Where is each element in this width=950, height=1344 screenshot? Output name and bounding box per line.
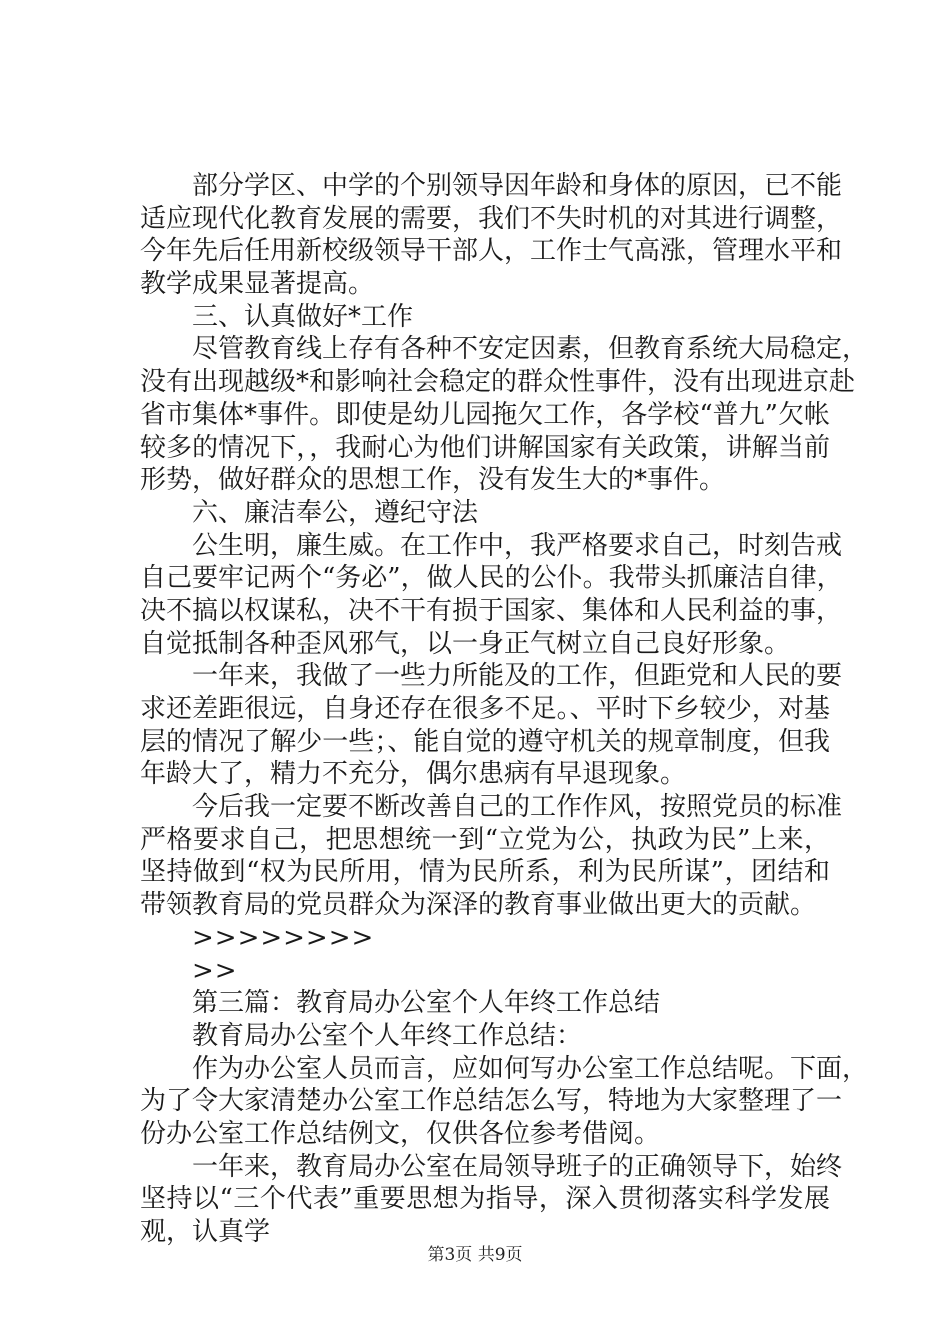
- separator-line: >>>>>>>>: [192, 922, 375, 953]
- section-heading: 第三篇：教育局办公室个人年终工作总结: [192, 988, 661, 1019]
- page-number-footer: 第3页 共9页: [427, 1245, 523, 1265]
- text-line: 年龄大了，精力不充分，偶尔患病有早退现象。: [140, 759, 687, 790]
- text-line: 今年先后任用新校级领导干部人，工作士气高涨，管理水平和: [140, 236, 843, 267]
- text-line: 坚持以“三个代表”重要思想为指导，深入贯彻落实科学发展: [140, 1184, 830, 1215]
- text-line: 自己要牢记两个“务必”，做人民的公仆。我带头抓廉洁自律，: [140, 563, 843, 594]
- text-line: 一年来，我做了一些力所能及的工作，但距党和人民的要: [192, 661, 843, 692]
- text-line: 适应现代化教育发展的需要，我们不失时机的对其进行调整，: [140, 203, 843, 234]
- text-line: 自觉抵制各种歪风邪气，以一身正气树立自己良好形象。: [140, 628, 791, 659]
- text-line: 作为办公室人员而言，应如何写办公室工作总结呢。下面，: [192, 1053, 869, 1084]
- text-line: 教学成果显著提高。: [140, 269, 375, 300]
- text-line: 带领教育局的党员群众为深泽的教育事业做出更大的贡献。: [140, 890, 817, 921]
- text-line: 坚持做到“权为民所用，情为民所系，利为民所谋”，团结和: [140, 857, 830, 888]
- section-heading: 教育局办公室个人年终工作总结：: [192, 1020, 583, 1051]
- text-line: 求还差距很远，自身还存在很多不足。、平时下乡较少，对基: [140, 694, 830, 724]
- text-line: 层的情况了解少一些；、能自觉的遵守机关的规章制度，但我: [140, 726, 830, 757]
- document-body: [140, 170, 869, 1249]
- text-line: 观，认真学: [140, 1217, 271, 1247]
- text-line: 部分学区、中学的个别领导因年龄和身体的原因，已不能: [192, 171, 843, 201]
- text-line: 决不搞以权谋私，决不干有损于国家、集体和人民利益的事，: [140, 595, 843, 626]
- text-line: 省市集体*事件。即使是幼儿园拖欠工作，各学校“普九”欠帐: [140, 399, 830, 430]
- text-line: 没有出现越级*和影响社会稳定的群众性事件，没有出现进京赴: [140, 367, 856, 398]
- text-line: 较多的情况下，，我耐心为他们讲解国家有关政策，讲解当前: [140, 432, 830, 463]
- text-line: 一年来，教育局办公室在局领导班子的正确领导下，始终: [192, 1151, 843, 1182]
- section-heading: 六、廉洁奉公，遵纪守法: [192, 497, 479, 528]
- text-line: 尽管教育线上存有各种不安定因素，但教育系统大局稳定，: [192, 334, 869, 365]
- text-line: 份办公室工作总结例文，仅供各位参考借阅。: [140, 1118, 661, 1149]
- text-line: 严格要求自己，把思想统一到“立党为公，执政为民”上来，: [140, 824, 830, 855]
- separator-line: >>: [192, 955, 238, 986]
- section-heading: 三、认真做好*工作: [192, 301, 414, 332]
- text-line: 今后我一定要不断改善自己的工作作风，按照党员的标准: [192, 792, 843, 823]
- text-line: 公生明，廉生威。在工作中，我严格要求自己，时刻告戒: [192, 530, 843, 561]
- text-line: 为了令大家清楚办公室工作总结怎么写，特地为大家整理了一: [140, 1086, 843, 1117]
- text-line: 形势，做好群众的思想工作，没有发生大的*事件。: [140, 465, 726, 496]
